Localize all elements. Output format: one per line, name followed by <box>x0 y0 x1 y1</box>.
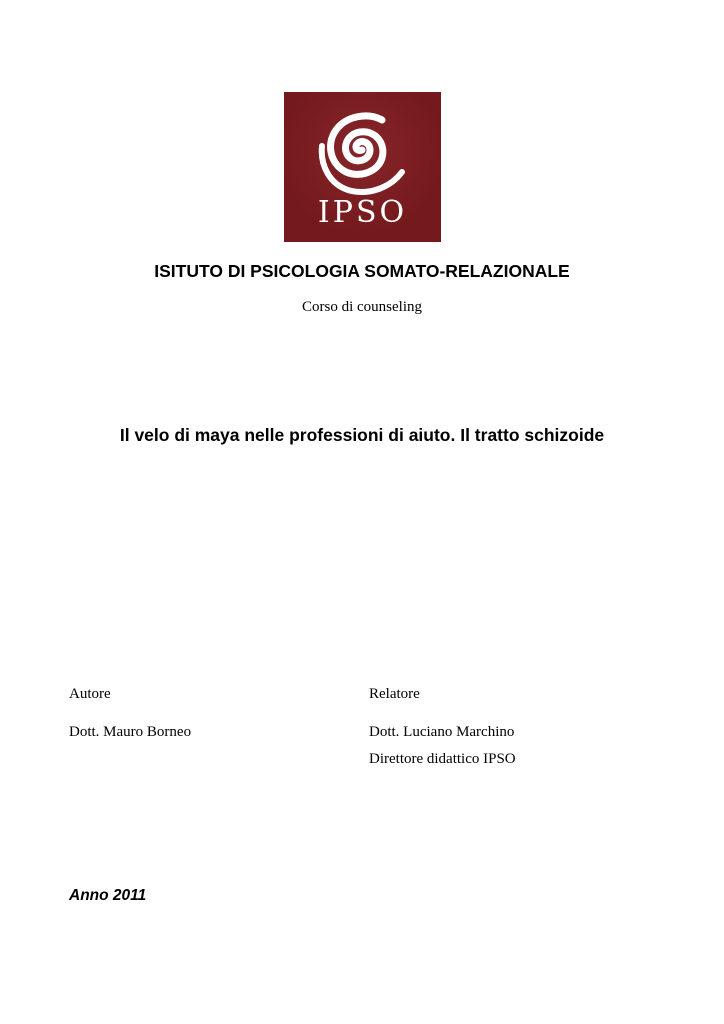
thesis-title: Il velo di maya nelle professioni di aiuto. Il tratto schizoide <box>119 425 605 445</box>
supervisor-role: Direttore didattico IPSO <box>369 751 516 767</box>
author-name: Dott. Mauro Borneo <box>69 724 192 740</box>
course-name: Corso di counseling <box>302 299 422 315</box>
academic-year: Anno 2011 <box>69 887 147 904</box>
ipso-logo <box>284 92 441 242</box>
supervisor-name: Dott. Luciano Marchino <box>369 724 515 740</box>
author-label: Autore <box>69 686 111 702</box>
logo-text: IPSO <box>317 195 408 230</box>
supervisor-label: Relatore <box>369 686 420 702</box>
institute-name: ISITUTO DI PSICOLOGIA SOMATO-RELAZIONALE <box>154 261 570 281</box>
